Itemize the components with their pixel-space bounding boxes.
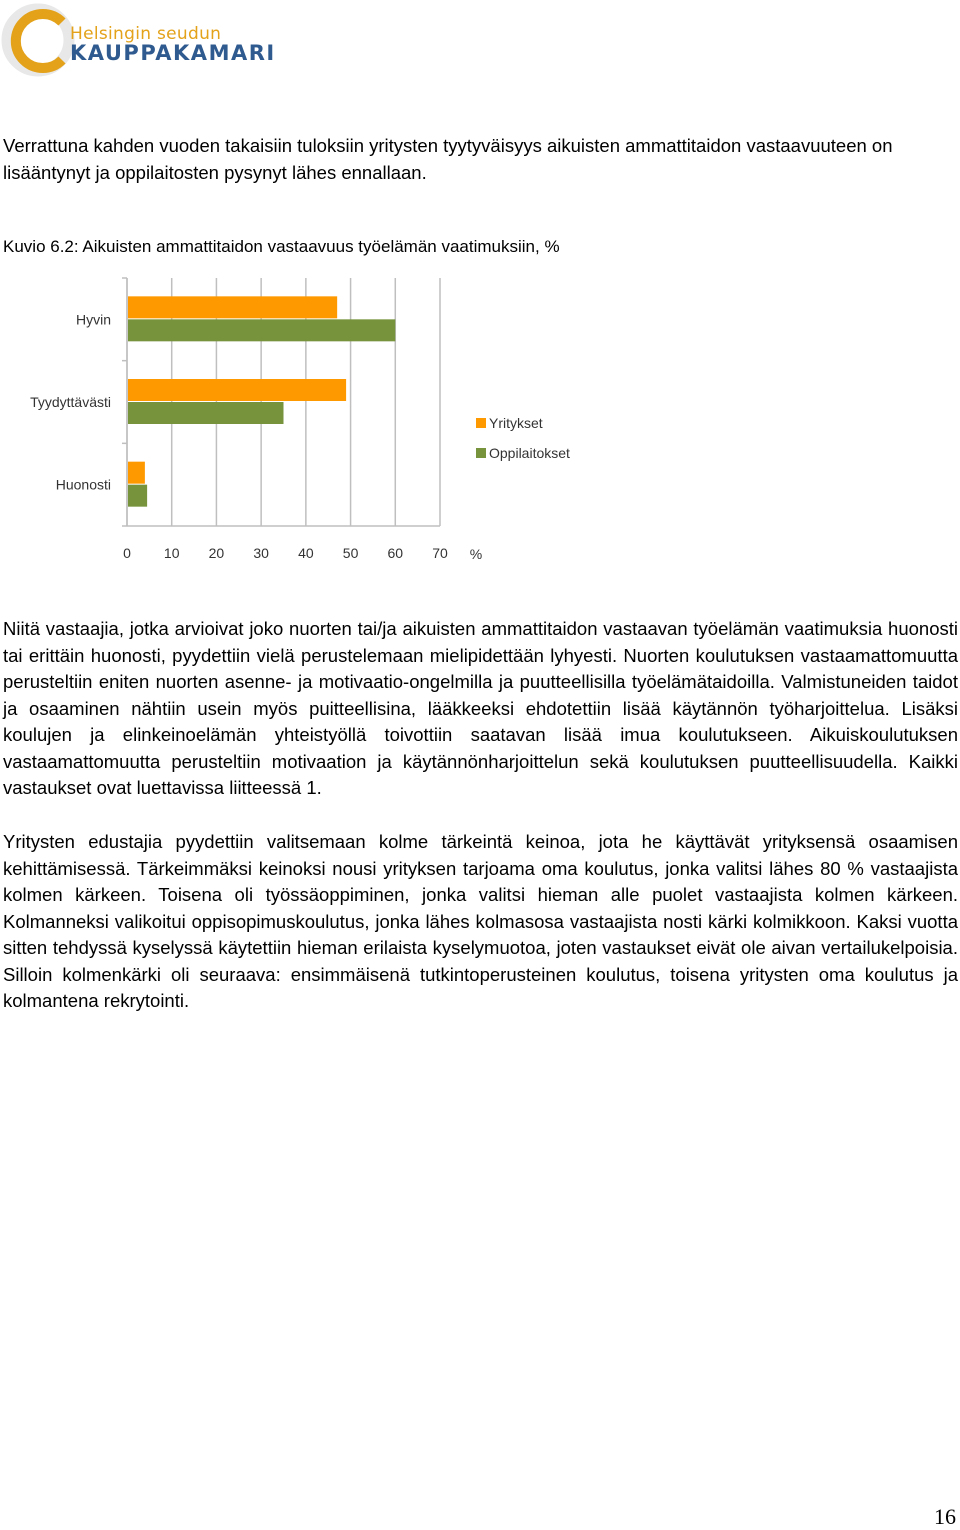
intro-paragraph: Verrattuna kahden vuoden takaisiin tuloksiin yritysten tyytyväisyys aikuisten ammattitaidon vastaavuuteen on lisääntynyt ja oppilaitosten pysynyt lähes ennallaan. [3,135,893,183]
figure-caption: Kuvio 6.2: Aikuisten ammattitaidon vastaavuus työelämän vaatimuksiin, % [3,237,560,256]
x-tick-label: 70 [432,545,448,561]
x-tick-label: 50 [342,545,359,561]
body-paragraph-2: Yritysten edustajia pyydettiin valitsemaan kolme tärkeintä keinoa, jota he käyttävät yrityksensä osaamisen kehittämisessä. Tärkeimmäksi keinoksi nousi yrityksen tarjoama oma koulutus, jonka valitsi lähes 80 % vastaajista kolmen kärkeen. Toisena oli työssäoppiminen, jonka valitsi hieman alle puolet vastaajista kolmen kärkeen. Kolmanneksi valikoitui oppisopimuskoulutus, jonka lähes kolmasosa vastaajista nosti kärki kolmikkoon. Kaksi vuotta sitten tehdyssä kyselyssä käytettiin hieman erilaista kyselymuotoa, joten vastaukset eivät ole aivan vertailukelpoisia. Silloin kolmenkärki oli seuraava: ensimmäisenä tutkintoperusteinen koulutus, toisena yritysten oma koulutus ja kolmantena rekrytointi. [3,831,958,1011]
legend-swatch-oppilaitokset [476,448,486,458]
bar-chart [0,270,620,580]
bar-oppilaitokset-0 [128,319,395,341]
y-category-label: Tyydyttävästi [30,394,111,410]
bar-yritykset-1 [128,379,346,401]
x-tick-label: 20 [208,545,225,561]
y-category-label: Hyvin [75,311,111,328]
chart-labels [30,311,482,562]
legend-swatch-yritykset [476,418,486,428]
x-tick-label: 0 [123,545,131,561]
legend-label-oppilaitokset: Oppilaitokset [489,445,570,461]
x-tick-label: 30 [253,545,269,561]
kauppakamari-logo [0,0,290,85]
bar-yritykset-2 [128,462,145,484]
logo-text-line2: KAUPPAKAMARI [70,41,276,65]
x-tick-label: 40 [298,545,314,561]
logo-text-line1: Helsingin seudun [70,24,222,44]
x-tick-label: 60 [387,545,404,561]
x-unit-label: % [469,546,483,562]
page-number: 16 [934,1504,956,1529]
bar-oppilaitokset-2 [128,485,147,507]
logo-c-mark-icon [0,0,80,85]
bar-yritykset-0 [128,296,337,318]
y-category-label: Huonosti [55,476,111,493]
legend-label-yritykset: Yritykset [489,415,543,431]
bar-oppilaitokset-1 [128,402,284,424]
x-tick-label: 10 [163,545,180,561]
chart-legend [476,415,570,461]
body-paragraph-1: Niitä vastaajia, jotka arvioivat joko nuorten tai/ja aikuisten ammattitaidon vastaavan työelämän vaatimuksia huonosti tai erittäin huonosti, pyydettiin vielä perustelemaan mielipidettään lyhyesti. Nuorten koulutuksen vastaamattomuutta perusteltiin eniten nuorten asenne- ja motivaatio-ongelmilla ja puutteellisilla työelämätaidoilla. Valmistuneiden taidot ja osaaminen nähtiin usein myös puitteellisina, lääkkeeksi ehdotettiin lisää käytännön työharjoittelua. Lisäksi koulujen ja elinkeinoelämän yhteistyöllä toivottiin saatavan lisää imua koulutukseen. Aikuiskoulutuksen vastaamattomuutta perusteltiin motivaation ja käytännönharjoittelun sekä koulutuksen puutteellisuudella. Kaikki vastaukset ovat luettavissa liitteessä 1. [3,618,958,798]
